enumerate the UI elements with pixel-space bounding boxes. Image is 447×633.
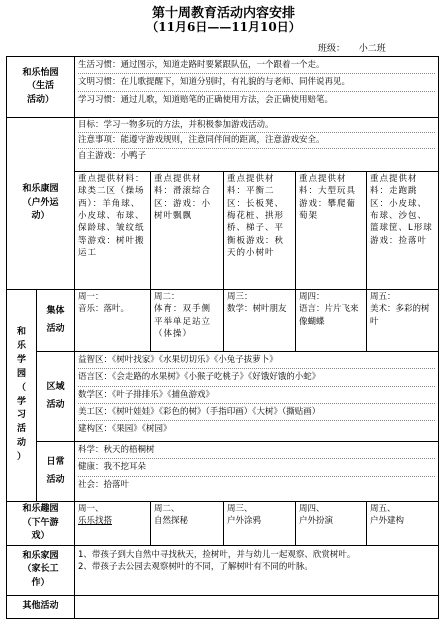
daily-line: 科学：秋天的梧桐树	[78, 445, 155, 455]
daily-activity-row	[7, 442, 439, 502]
area-line: 语言区：《会走路的水果树》《小猴子吃桃子》《好饿好饿的小蛇》	[78, 368, 435, 385]
learning-label-char: 学	[16, 396, 26, 407]
area-line: 美工区：《树叶娃娃》《彩色的树》（手指印画）《大树》（撕贴画）	[78, 403, 435, 420]
other-label: 其他活动	[7, 595, 75, 618]
activity-text: 美术：多彩的树叶	[370, 304, 430, 327]
home-label-line: 作）	[31, 577, 50, 588]
group-activity-label	[37, 290, 75, 352]
game-text: 户外涂鸦	[227, 516, 262, 527]
group-activity-row	[7, 290, 439, 352]
day-label: 周二、	[154, 504, 180, 514]
home-line: 2、带孩子去公园去观察树叶的不同，了解树叶有不同的叶脉。	[78, 561, 313, 572]
life-label-line: 和乐怡园	[22, 67, 59, 78]
daily-activity-label	[37, 442, 75, 502]
outdoor-goal-line: 目标：学习一物多玩的方法，并积极参加游戏活动。	[78, 120, 274, 130]
daily-activity-label-line: 活动	[46, 474, 65, 485]
day-label: 周一：	[78, 292, 104, 302]
life-content	[75, 57, 439, 118]
schedule-table	[6, 56, 439, 619]
area-activity-content	[75, 352, 439, 442]
day-label: 周一、	[78, 504, 104, 514]
learning-label-char: 园	[16, 368, 26, 379]
activity-text: 体育：双手侧平举单足站立（体操）	[154, 304, 212, 339]
learning-label-char: 学	[16, 354, 26, 365]
outdoor-label-line: 动）	[31, 211, 50, 222]
life-line: 生活习惯：通过图示，知道走路时要紧跟队伍，一个跟着一个走。	[78, 60, 325, 70]
life-row	[7, 57, 439, 118]
outdoor-goal-line: 注意事项：能遵守游戏规则，注意同伴间的距离，注意游戏安全。	[78, 132, 435, 147]
home-row	[7, 545, 439, 595]
fun-mon	[75, 502, 151, 546]
area-activity-label-line: 区域	[46, 382, 65, 393]
class-name: 小二班	[358, 44, 386, 54]
class-info	[318, 41, 386, 54]
home-content	[75, 545, 439, 595]
learning-label-char: 乐	[16, 340, 26, 351]
other-row	[7, 595, 439, 618]
daily-activity-label-line: 日常	[46, 457, 65, 468]
outdoor-material-cell: 重点提供材料：平衡二区：长板凳、梅花桩、拱形桥、梯子、平衡板游戏：秋天的小树叶	[224, 172, 296, 290]
activity-text: 音乐：落叶。	[78, 304, 130, 315]
daily-line: 社会：拾落叶	[78, 476, 435, 493]
fun-row	[7, 502, 439, 546]
area-activity-row	[7, 352, 439, 442]
fun-label-line: 和乐趣园	[22, 504, 59, 514]
game-text: 自然探秘	[154, 516, 189, 527]
outdoor-label	[7, 118, 75, 290]
group-activity-label-line: 集体	[46, 306, 65, 317]
activity-text: 语言：片片飞来像蝴蝶	[299, 304, 359, 327]
learning-label-char: ）	[16, 452, 26, 463]
life-label	[7, 57, 75, 118]
other-content	[75, 595, 439, 618]
learning-label-char: 和	[16, 326, 26, 337]
group-activity-wed	[224, 290, 296, 352]
outdoor-material-cell: 重点提供材料：走跑跳区：小皮球、布球、沙包、篮球筐、L形球游戏：捡落叶	[367, 172, 439, 290]
page-title: 第十周教育活动内容安排	[151, 6, 295, 21]
activity-text: 数学：树叶朋友	[227, 304, 287, 315]
learning-label-char: 习	[16, 410, 26, 421]
learning-label-char: （	[16, 382, 26, 393]
outdoor-material-cell: 重点提供材料：球类二区（操场西）：羊角球、小皮球、布球、保龄球、皱纹纸等游戏：树叶搬运工	[75, 172, 151, 290]
group-activity-mon	[75, 290, 151, 352]
fun-wed	[224, 502, 296, 546]
life-label-line: （生活	[27, 81, 55, 92]
daily-activity-content	[75, 442, 439, 502]
group-activity-thu	[296, 290, 367, 352]
area-line: 建构区：《果园》《树园》	[78, 420, 435, 437]
day-label: 周二：	[154, 292, 180, 302]
group-activity-fri	[367, 290, 439, 352]
outdoor-label-line: （户外运	[22, 197, 59, 208]
class-label: 班级：	[318, 44, 346, 54]
area-activity-label	[37, 352, 75, 442]
outdoor-row-top	[7, 118, 439, 172]
outdoor-material-cell: 重点提供材料：滑滚综合区：游戏：小树叶飘飘	[151, 172, 224, 290]
learning-label-char: 活	[16, 424, 26, 435]
outdoor-goals	[75, 118, 439, 172]
day-label: 周三、	[227, 504, 253, 514]
daily-line: 健康：我不挖耳朵	[78, 458, 435, 475]
day-label: 周五、	[370, 504, 396, 514]
outdoor-material-cell: 重点提供材料：大型玩具游戏：攀爬葡萄架	[296, 172, 367, 290]
outdoor-label-line: 和乐康园	[22, 184, 59, 195]
game-text: 户外扮演	[299, 516, 334, 527]
home-label-line: 和乐家园	[22, 550, 59, 561]
outdoor-goal-line: 自主游戏：小鸭子	[78, 148, 435, 163]
game-text: 户外建构	[370, 516, 405, 527]
date-range: （11月6日——11月10日）	[146, 20, 301, 34]
life-line: 文明习惯：在儿歌提醒下，知道分别时，有礼貌的与老师、同伴说再见。	[78, 73, 435, 90]
day-label: 周五：	[370, 292, 396, 302]
group-activity-tue	[151, 290, 224, 352]
area-line: 益智区：《树叶找家》《水果切切乐》《小兔子拔萝卜》	[78, 355, 278, 365]
group-activity-label-line: 活动	[46, 323, 65, 334]
fun-tue	[151, 502, 224, 546]
fun-fri	[367, 502, 439, 546]
fun-label	[7, 502, 75, 546]
area-activity-label-line: 活动	[46, 399, 65, 410]
home-label-line: （家长工	[22, 564, 59, 575]
home-line: 1、带孩子到大自然中寻找秋天，捡树叶，并与幼儿一起观察、欣赏树叶。	[78, 549, 356, 560]
life-line: 学习习惯：通过儿歌，知道赔笔的正确使用方法，会正确使用赔笔。	[78, 91, 435, 108]
fun-label-line: 戏）	[31, 531, 50, 541]
learning-label	[7, 290, 37, 502]
learning-label-char: 动	[16, 438, 26, 449]
day-label: 周四：	[299, 292, 325, 302]
game-text: 乐乐找搭	[78, 516, 113, 527]
day-label: 周四、	[299, 504, 325, 514]
area-line: 数学区：《叶子排排乐》《捕鱼游戏》	[78, 386, 435, 403]
fun-thu	[296, 502, 367, 546]
life-label-line: 活动）	[27, 94, 55, 105]
day-label: 周三：	[227, 292, 253, 302]
fun-label-line: （下午游	[22, 517, 59, 528]
home-label	[7, 545, 75, 595]
